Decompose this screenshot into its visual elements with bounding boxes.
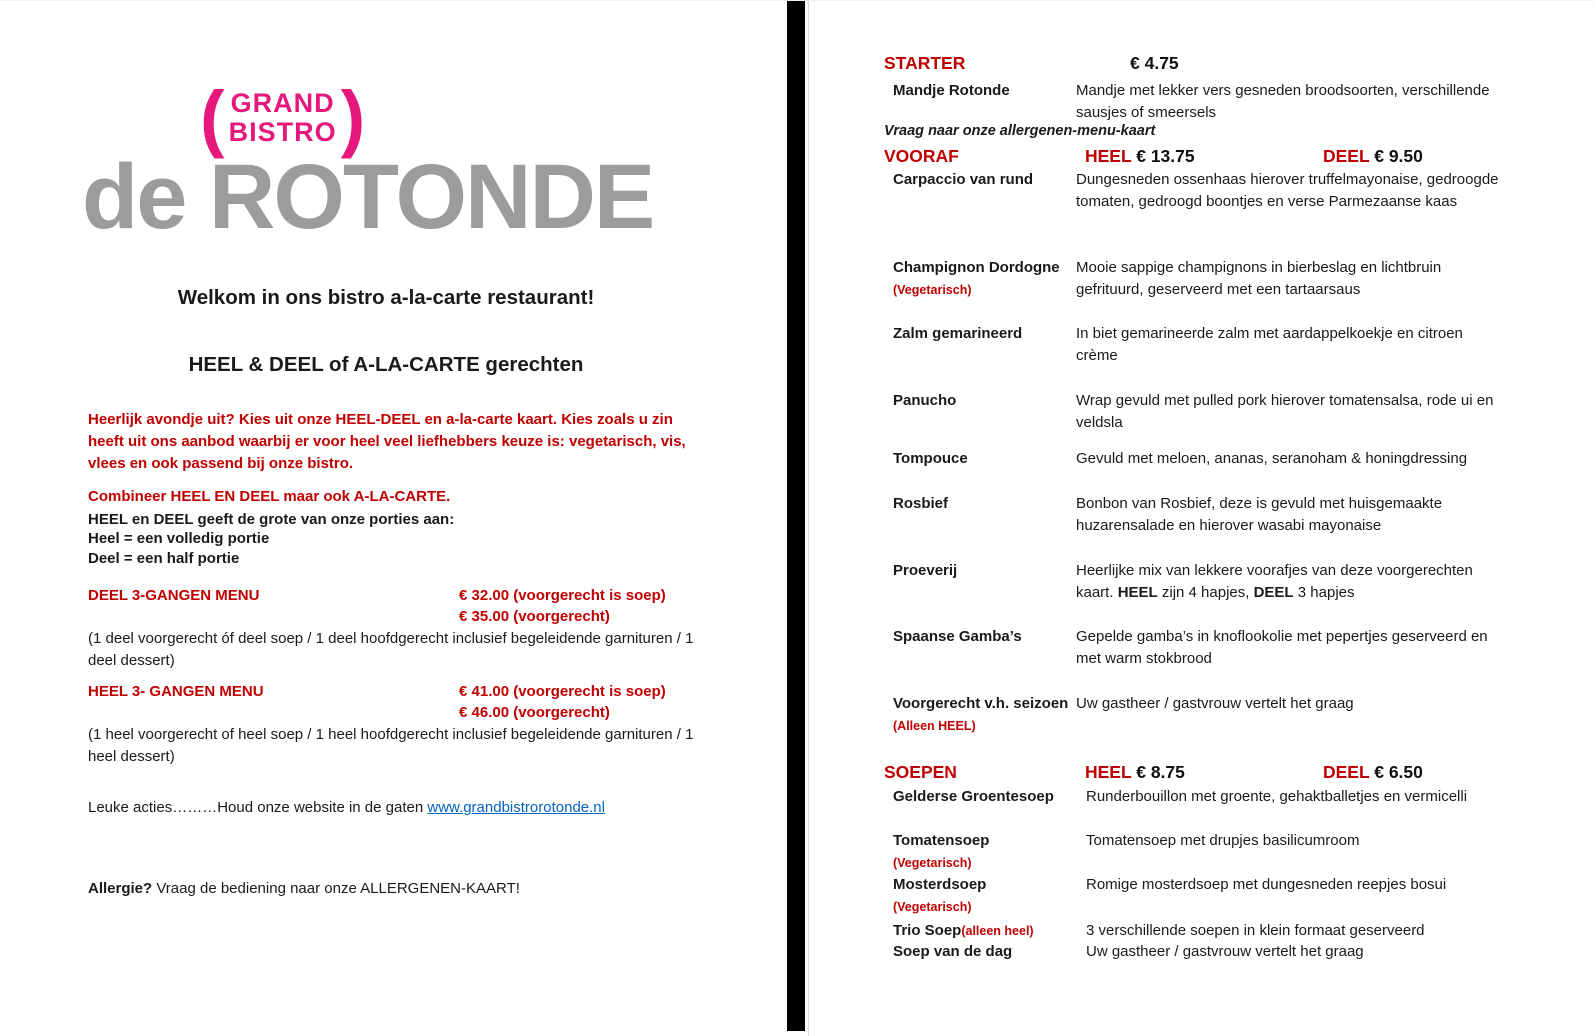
item-description: 3 verschillende soepen in klein formaat geserveerd — [1086, 922, 1425, 939]
portion-explanation — [88, 510, 454, 568]
website-link[interactable]: www.grandbistrorotonde.nl — [427, 799, 605, 816]
item-description: Mandje met lekker vers gesneden broodsoorten, verschillende sausjes of smeersels — [1076, 82, 1490, 121]
actions-line — [88, 799, 605, 816]
item-description: Mooie sappige champignons in bierbeslag en lichtbruin gefrituurd, geserveerd met een tartaarsaus — [1076, 259, 1442, 298]
heel-label: HEEL — [1085, 762, 1132, 782]
item-name: Tomatensoep (Vegetarisch) — [893, 830, 1078, 874]
item-description: Wrap gevuld met pulled pork hierover tomatensalsa, rode ui en veldsla — [1076, 392, 1494, 431]
grand-bistro-logo — [200, 76, 366, 159]
deel-price-value: € 9.50 — [1369, 146, 1423, 166]
subtitle-line: HEEL & DEEL of A-LA-CARTE gerechten — [188, 353, 584, 376]
item-name: Zalm gemarineerd — [893, 325, 1023, 342]
item-name: Panucho — [893, 392, 957, 409]
soepen-deel-price — [1323, 762, 1423, 783]
item-name: Spaanse Gamba’s — [893, 628, 1022, 645]
actions-text: Leuke acties………Houd onze website in de gaten — [88, 799, 428, 816]
item-name: Voorgerecht v.h. seizoen (Alleen HEEL) — [893, 693, 1078, 737]
vooraf-deel-price — [1323, 146, 1423, 167]
item-name: Carpaccio van rund — [893, 171, 1034, 188]
logo-word-grand: GRAND — [230, 88, 335, 118]
page-divider-bar — [787, 1, 805, 1031]
allergen-menu-note: Vraag naar onze allergenen-menu-kaart — [884, 123, 1156, 139]
right-page — [808, 1, 1594, 1036]
heel-price-value: € 8.75 — [1131, 762, 1185, 782]
item-description: Uw gastheer / gastvrouw vertelt het graag — [1076, 695, 1354, 712]
heel-menu-title: HEEL 3- GANGEN MENU — [88, 683, 264, 700]
heel-menu-price-soup: € 41.00 (voorgerecht is soep) — [459, 683, 666, 700]
deel-menu-price-soup: € 32.00 (voorgerecht is soep) — [459, 587, 666, 604]
logo-word-bistro: BISTRO — [228, 117, 337, 147]
item-description: Tomatensoep met drupjes basilicumroom — [1086, 832, 1360, 849]
allergy-lead: Allergie? — [88, 880, 153, 897]
section-header-vooraf: VOORAF — [884, 146, 959, 166]
item-description: Runderbouillon met groente, gehaktballetjes en vermicelli — [1086, 788, 1468, 805]
left-page — [0, 1, 787, 1036]
item-description: Heerlijke mix van lekkere voorafjes van deze voorgerechten kaart. HEEL zijn 4 hapjes, DEEL 3 hapjes — [1076, 562, 1473, 601]
deel-menu-note: (1 deel voorgerecht óf deel soep / 1 deel hoofdgerecht inclusief begeleidende garnituren / 1 deel dessert) — [88, 630, 694, 669]
allergy-line — [88, 880, 520, 897]
heel-menu-price-starter: € 46.00 (voorgerecht) — [459, 704, 610, 721]
item-name: Champignon Dordogne (Vegetarisch) — [893, 257, 1078, 301]
item-note: (Vegetarisch) — [893, 900, 972, 914]
item-name: Mosterdsoep (Vegetarisch) — [893, 874, 1078, 918]
portion-line-3: Deel = een half portie — [88, 549, 240, 567]
section-header-soepen: SOEPEN — [884, 762, 957, 782]
logo-paren-open: ( — [200, 76, 225, 159]
item-name: Trio Soep(alleen heel) — [893, 922, 1034, 939]
item-note: (Vegetarisch) — [893, 283, 972, 297]
deel-menu-title: DEEL 3-GANGEN MENU — [88, 587, 260, 604]
item-description: Bonbon van Rosbief, deze is gevuld met huisgemaakte huzarensalade en hierover wasabi mayonaise — [1076, 495, 1443, 534]
deel-price-value: € 6.50 — [1369, 762, 1423, 782]
item-name: Rosbief — [893, 495, 949, 512]
combine-line: Combineer HEEL EN DEEL maar ook A-LA-CARTE. — [88, 488, 451, 505]
welcome-line: Welkom in ons bistro a-la-carte restaurant! — [177, 286, 595, 309]
item-name: Soep van de dag — [893, 943, 1013, 960]
deel-label: DEEL — [1323, 146, 1370, 166]
portion-line-1: HEEL en DEEL geeft de grote van onze porties aan: — [88, 511, 455, 528]
item-name: Proeverij — [893, 562, 958, 579]
vooraf-heel-price — [1085, 146, 1195, 167]
item-note-inline: (alleen heel) — [961, 924, 1034, 938]
portion-line-2: Heel = een volledig portie — [88, 530, 270, 548]
intro-paragraph: Heerlijk avondje uit? Kies uit onze HEEL-DEEL en a-la-carte kaart. Kies zoals u zin heeft uit ons aanbod waarbij er voor heel veel liefhebbers keuze is: vegetarisch, vis, vlees en ook passend bij onze bistro. — [88, 411, 686, 472]
deel-label: DEEL — [1323, 762, 1370, 782]
item-description: Gevuld met meloen, ananas, seranoham & honingdressing — [1076, 450, 1468, 467]
section-header-starter: STARTER — [884, 53, 966, 73]
item-description: Gepelde gamba’s in knoflookolie met pepertjes geserveerd en met warm stokbrood — [1076, 628, 1488, 667]
item-description: Uw gastheer / gastvrouw vertelt het graag — [1086, 943, 1364, 960]
soepen-heel-price — [1085, 762, 1185, 783]
item-note: (Vegetarisch) — [893, 856, 972, 870]
heel-label: HEEL — [1085, 146, 1132, 166]
item-name: Gelderse Groentesoep — [893, 788, 1054, 805]
allergy-text: Vraag de bediening naar onze ALLERGENEN-KAART! — [152, 880, 520, 897]
item-note: (Alleen HEEL) — [893, 719, 976, 733]
item-description: In biet gemarineerde zalm met aardappelkoekje en citroen crème — [1076, 325, 1463, 364]
logo-paren-close: ) — [340, 76, 366, 159]
heel-menu-note: (1 heel voorgerecht of heel soep / 1 heel hoofdgerecht inclusief begeleidende garnituren / 1 heel dessert) — [88, 726, 694, 765]
item-description: Dungesneden ossenhaas hierover truffelmayonaise, gedroogde tomaten, gedroogd boontjes en verse Parmezaanse kaas — [1076, 171, 1499, 210]
starter-price: € 4.75 — [1130, 53, 1179, 73]
item-name: Tompouce — [893, 450, 968, 467]
deel-menu-price-starter: € 35.00 (voorgerecht) — [459, 608, 610, 625]
item-description: Romige mosterdsoep met dungesneden reepjes bosui — [1086, 876, 1447, 893]
item-name: Mandje Rotonde — [893, 82, 1010, 99]
brand-title: de ROTONDE — [82, 146, 654, 248]
heel-price-value: € 13.75 — [1131, 146, 1195, 166]
